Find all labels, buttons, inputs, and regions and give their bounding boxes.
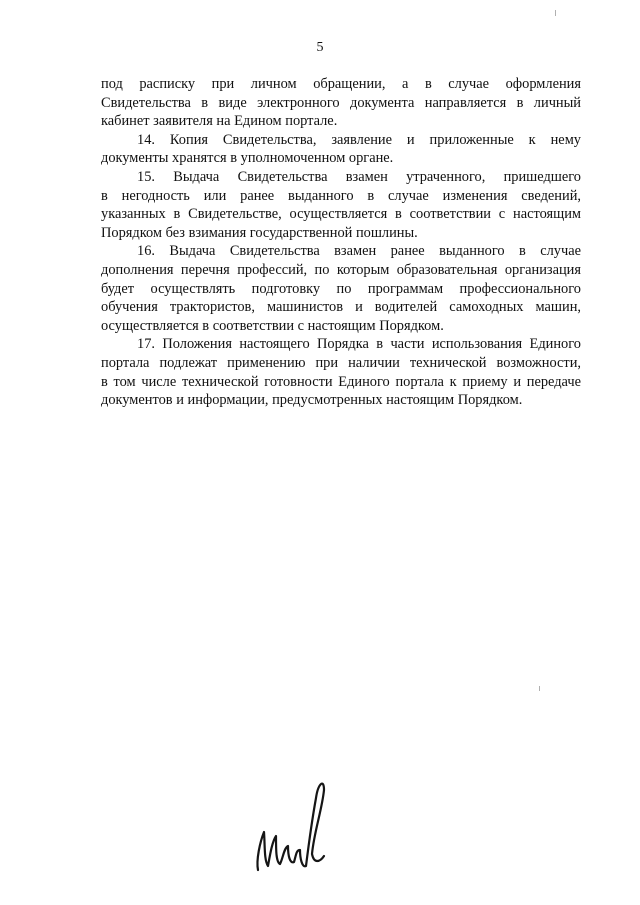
- text-line: документов и информации, предусмотренных настоящим Порядком.: [101, 392, 523, 409]
- text-line: будет осуществлять подготовку по программам профессионального: [101, 280, 581, 297]
- paragraph-17-start: 17. Положения настоящего Порядка в части использования Единого: [137, 336, 581, 353]
- text-line: документы хранятся в уполномоченном органе.: [101, 150, 394, 167]
- text-line: Порядком без взимания государственной пошлины.: [101, 224, 418, 241]
- scan-speck: [539, 686, 540, 691]
- page-number: 5: [316, 40, 324, 55]
- paragraph-14-start: 14. Копия Свидетельства, заявление и приложенные к нему: [137, 131, 581, 148]
- text-line: дополнения перечня профессий, по которым образовательная организация: [101, 261, 581, 278]
- text-line: Свидетельства в виде электронного документа направляется в личный: [101, 94, 581, 111]
- paragraph-15-start: 15. Выдача Свидетельства взамен утраченного, пришедшего: [137, 168, 581, 185]
- text-line: осуществляется в соответствии с настоящим Порядком.: [101, 317, 444, 334]
- text-line: кабинет заявителя на Едином портале.: [101, 113, 338, 130]
- text-line: под расписку при личном обращении, а в случае оформления: [101, 76, 581, 92]
- text-line: портала подлежат применению при наличии технической возможности,: [101, 354, 581, 371]
- handwritten-signature: [250, 770, 340, 880]
- text-line: в том числе технической готовности Единого портала к приему и передаче: [101, 373, 581, 390]
- paragraph-16-start: 16. Выдача Свидетельства взамен ранее выданного в случае: [137, 243, 581, 260]
- scan-speck: [555, 10, 556, 16]
- text-line: обучения трактористов, машинистов и водителей самоходных машин,: [101, 299, 581, 316]
- text-line: в негодность или ранее выданного в случае изменения сведений,: [101, 187, 581, 204]
- document-body: [101, 75, 581, 410]
- text-line: указанных в Свидетельстве, осуществляется в соответствии с настоящим: [101, 206, 581, 223]
